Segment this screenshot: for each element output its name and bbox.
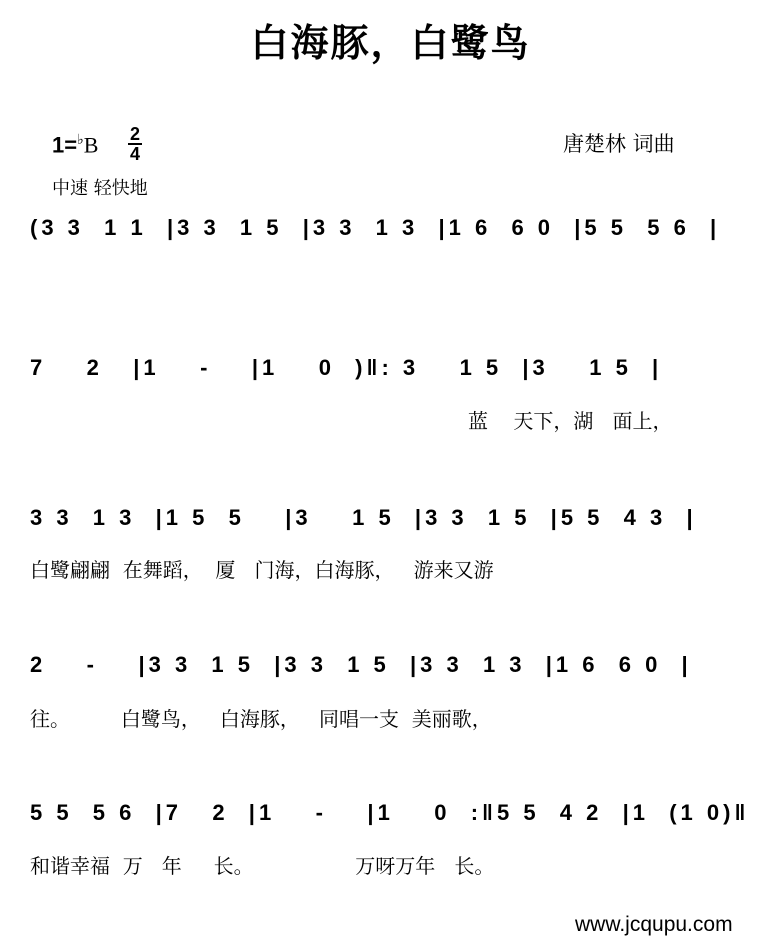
notes: 7 2 |1 - |1 0 )‖: 3 1 5 |3 1 5 | <box>30 355 663 380</box>
score-line-2 <box>30 355 760 395</box>
lyrics-line-3: 白鹭翩翩 在舞蹈， 厦 门海，白海豚， 游来又游 <box>30 558 494 582</box>
flat-sign: ♭ <box>77 133 84 148</box>
lyrics-line-2: 蓝 天下，湖 面上， <box>468 409 673 433</box>
lyrics-line-5: 和谐幸福 万 年 长。 万呀万年 长。 <box>30 854 495 878</box>
time-signature-bottom: 4 <box>129 144 140 164</box>
time-signature <box>128 126 142 162</box>
composer-credit: 唐楚林 词曲 <box>563 132 675 156</box>
tempo-marking: 中速 轻快地 <box>52 178 148 199</box>
key-signature <box>52 132 98 158</box>
score-line-3 <box>30 505 760 545</box>
watermark: www.jcqupu.com <box>575 913 733 936</box>
notes: 3 3 1 3 |1 5 5 |3 1 5 |3 3 1 5 |5 5 4 3 | <box>30 505 697 530</box>
key-prefix: 1= <box>52 132 78 158</box>
notes: 2 - |3 3 1 5 |3 3 1 5 |3 3 1 3 |1 6 6 0 | <box>30 652 692 677</box>
score-line-4 <box>30 652 760 692</box>
notes: (3 3 1 1 |3 3 1 5 |3 3 1 3 |1 6 6 0 |5 5 5 6 | <box>30 215 721 240</box>
key-note: B <box>83 132 99 158</box>
score-line-1 <box>30 215 760 255</box>
time-signature-top: 2 <box>129 124 140 144</box>
notes: 5 5 5 6 |7 2 |1 - |1 0 :‖5 5 4 2 |1 (1 0)‖ <box>30 800 750 825</box>
score-line-5 <box>30 800 760 840</box>
lyrics-line-4: 往。 白鹭鸟， 白海豚， 同唱一支 美丽歌， <box>30 707 492 731</box>
song-title: 白海豚，白鹭鸟 <box>250 20 531 65</box>
